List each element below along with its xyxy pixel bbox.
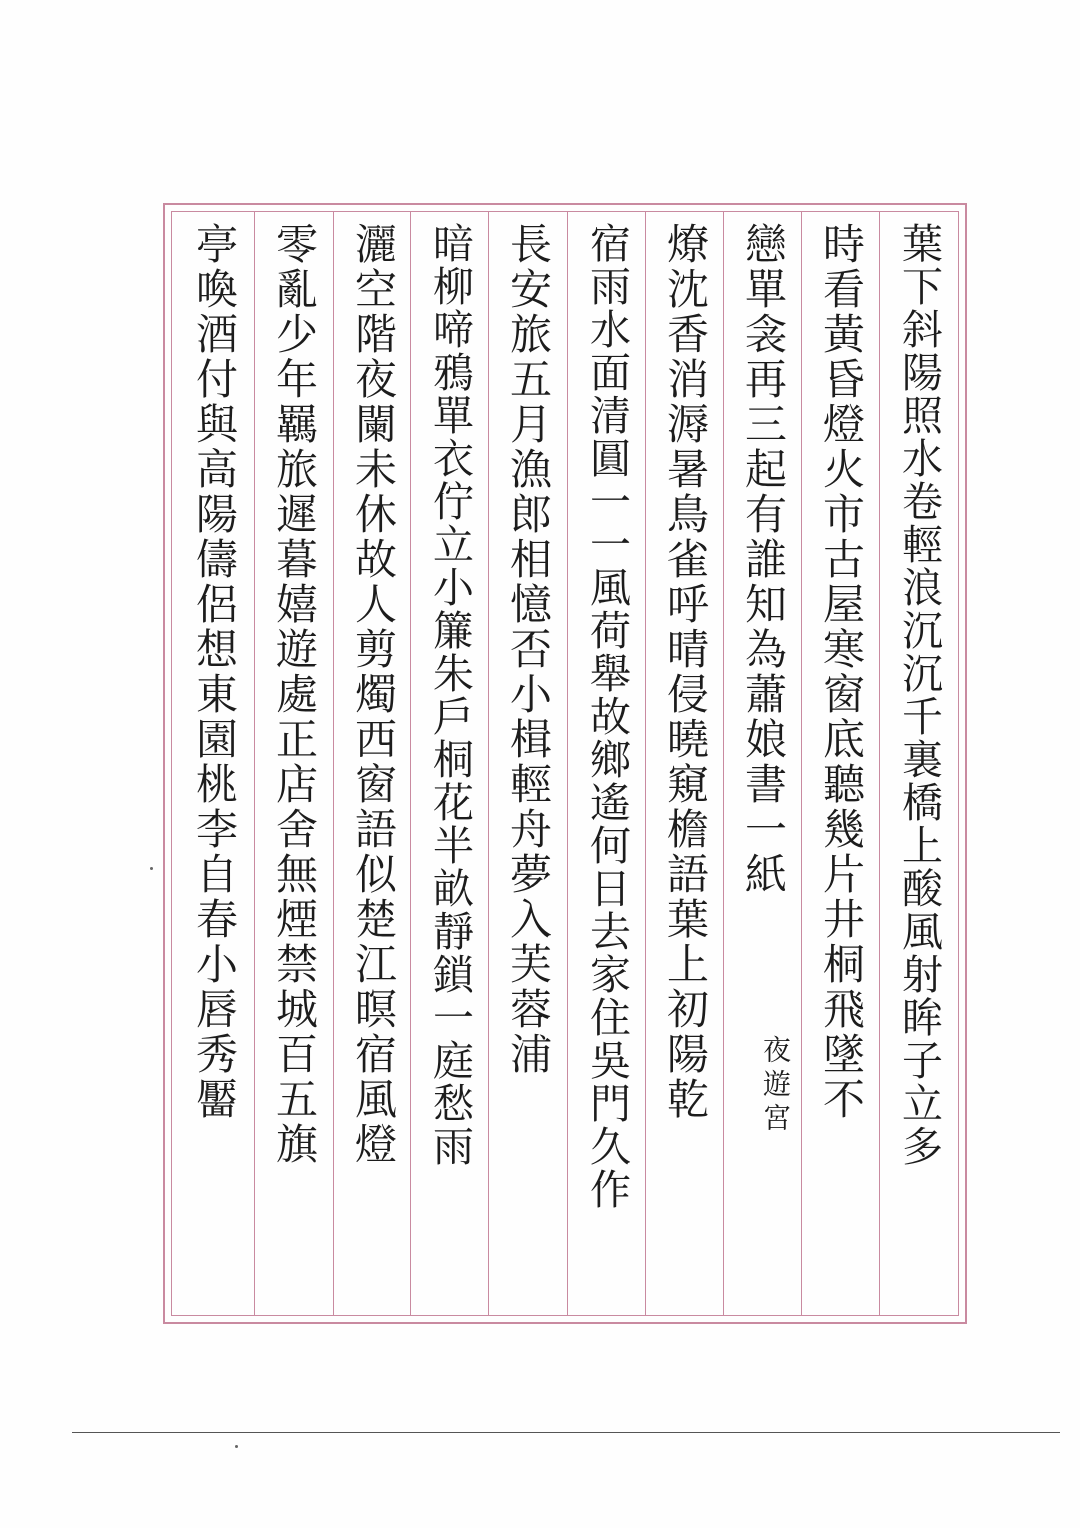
column-divider (254, 211, 255, 1316)
column-divider (801, 211, 802, 1316)
column-divider (723, 211, 724, 1316)
text-column-7: 暗柳啼鴉單衣佇立小簾朱戶桐花半畝靜鎖一庭愁雨 (426, 222, 474, 1168)
bottom-scan-line (72, 1432, 1060, 1433)
column-divider (567, 211, 568, 1316)
scan-speck (150, 867, 153, 870)
text-column-1: 葉下斜陽照水卷輕浪沉沉千裏橋上酸風射眸子立多 (895, 222, 943, 1168)
scan-speck (235, 1445, 238, 1448)
column-divider (410, 211, 411, 1316)
text-column-8: 灑空階夜闌未休故人剪燭西窗語似楚江暝宿風燈 (349, 222, 398, 1167)
text-column-5: 宿雨水面清圓一一風荷舉故鄉遙何日去家住吳門久作 (583, 222, 631, 1211)
text-column-3: 戀單衾再三起有誰知為蕭娘書一紙 (739, 222, 788, 897)
column-divider (333, 211, 334, 1316)
text-column-6: 長安旅五月漁郎相憶否小楫輕舟夢入芙蓉浦 (504, 222, 553, 1077)
text-column-4: 燎沈香消溽暑鳥雀呼晴侵曉窺檐語葉上初陽乾 (661, 222, 710, 1122)
poem-title-note: 夜遊宮 (759, 1035, 792, 1137)
text-column-2: 時看黃昏燈火市古屋寒窗底聽幾片井桐飛墜不 (817, 222, 866, 1122)
column-divider (645, 211, 646, 1316)
column-divider (488, 211, 489, 1316)
column-divider (879, 211, 880, 1316)
text-column-9: 零亂少年羈旅遲暮嬉遊處正店舍無煙禁城百五旗 (270, 222, 319, 1167)
text-column-10: 亭喚酒付與高陽儔侶想東園桃李自春小唇秀靨 (190, 222, 239, 1122)
